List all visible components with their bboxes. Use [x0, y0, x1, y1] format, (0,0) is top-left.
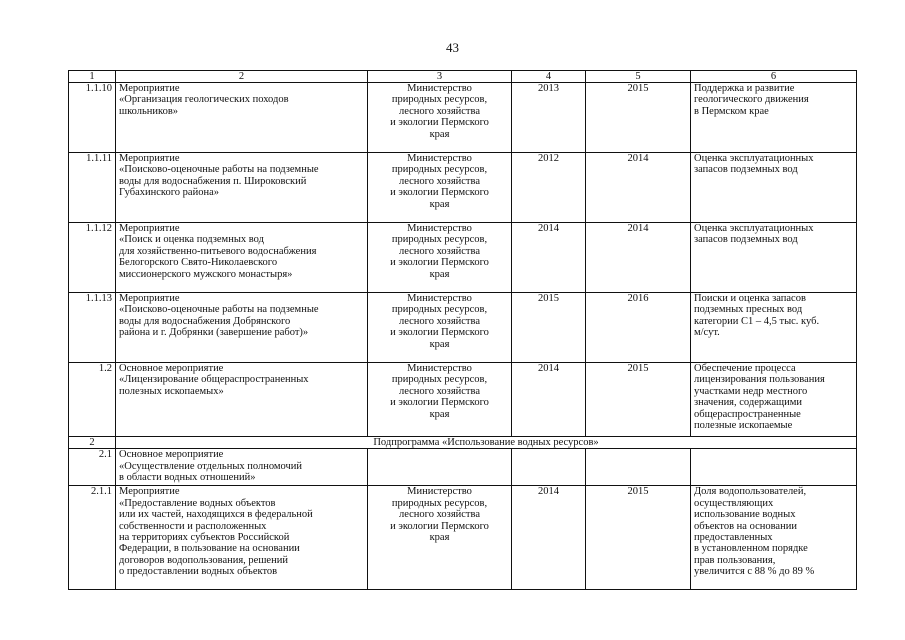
- end-year: 2014: [586, 223, 691, 293]
- expected-result-line: Доля водопользователей,: [694, 486, 807, 498]
- measure-name-line: в области водных отношений»: [119, 472, 256, 484]
- executor-line: лесного хозяйства: [398, 245, 481, 257]
- table-row: [69, 83, 857, 153]
- expected-result-line: увеличится с 88 % до 89 %: [694, 566, 815, 578]
- executor-line: природных ресурсов,: [391, 234, 488, 246]
- header-row: [69, 71, 857, 83]
- start-year: 2012: [512, 153, 586, 223]
- measure-name-line: или их частей, находящихся в федеральной: [119, 509, 313, 521]
- executor-line: лесного хозяйства: [398, 105, 481, 117]
- table-row: [69, 293, 857, 363]
- expected-result-line: использование водных: [694, 509, 796, 521]
- expected-result-line: м/сут.: [694, 327, 720, 339]
- measure-name-line: полезных ископаемых»: [119, 385, 224, 397]
- row-number: 2.1: [69, 449, 116, 486]
- executor-line: края: [429, 268, 450, 280]
- measure-name-line: «Организация геологических походов: [119, 94, 289, 106]
- start-year: [512, 449, 586, 486]
- expected-result: [691, 449, 857, 486]
- measure-name: [116, 83, 368, 153]
- measure-name-line: школьников»: [119, 105, 179, 117]
- measure-name: [116, 363, 368, 437]
- start-year: 2015: [512, 293, 586, 363]
- column-header-1: 1: [69, 71, 116, 83]
- executor-line: природных ресурсов,: [391, 497, 488, 509]
- row-number: 1.1.12: [69, 223, 116, 293]
- expected-result-line: запасов подземных вод: [694, 234, 798, 246]
- executor-line: и экологии Пермского: [390, 257, 489, 269]
- expected-result: [691, 153, 857, 223]
- measure-name-line: собственности и расположенных: [119, 520, 267, 532]
- expected-result-line: прав пользования,: [694, 554, 776, 566]
- executor-line: и экологии Пермского: [390, 117, 489, 129]
- measure-name-line: Мероприятие: [119, 486, 180, 498]
- measure-name: [116, 223, 368, 293]
- row-number: 1.1.11: [69, 153, 116, 223]
- executor-line: лесного хозяйства: [398, 385, 481, 397]
- expected-result-line: значения, содержащими: [694, 397, 803, 409]
- measure-name-line: Мероприятие: [119, 293, 180, 304]
- measure-name-line: района и г. Добрянки (завершение работ)»: [119, 327, 309, 339]
- expected-result-line: в Пермском крае: [694, 105, 769, 117]
- expected-result-line: общераспространенные: [694, 408, 801, 420]
- measure-name-line: на территориях субъектов Российской: [119, 532, 290, 544]
- expected-result-line: Поиски и оценка запасов: [694, 293, 806, 304]
- table-row: [69, 449, 857, 486]
- table-row: [69, 153, 857, 223]
- expected-result-line: полезные ископаемые: [694, 420, 793, 432]
- end-year: 2015: [586, 363, 691, 437]
- end-year: [586, 449, 691, 486]
- column-header-3: 3: [368, 71, 512, 83]
- executor: [368, 293, 512, 363]
- executor: [368, 153, 512, 223]
- end-year: 2015: [586, 83, 691, 153]
- subprogram-number: 2: [69, 437, 116, 449]
- expected-result-line: Поддержка и развитие: [694, 83, 795, 94]
- start-year: 2014: [512, 486, 586, 590]
- expected-result: [691, 363, 857, 437]
- measure-name: [116, 293, 368, 363]
- executor: [368, 83, 512, 153]
- subprogram-row: [69, 437, 857, 449]
- executor-line: края: [429, 408, 450, 420]
- measure-name-line: воды для водоснабжения Добрянского: [119, 315, 291, 327]
- measure-name-line: Основное мероприятие: [119, 449, 224, 461]
- executor-line: Министерство: [407, 363, 472, 374]
- executor-line: края: [429, 198, 450, 210]
- executor-line: Министерство: [407, 83, 472, 94]
- end-year: 2014: [586, 153, 691, 223]
- executor-line: Министерство: [407, 293, 472, 304]
- measure-name-line: Основное мероприятие: [119, 363, 224, 374]
- measure-name-line: «Поиск и оценка подземных вод: [119, 234, 264, 246]
- subprogram-title: Подпрограмма «Использование водных ресурсов»: [116, 437, 857, 449]
- column-header-5: 5: [586, 71, 691, 83]
- measure-name-line: Федерации, в пользование на основании: [119, 543, 300, 555]
- table-row: [69, 363, 857, 437]
- executor-line: Министерство: [407, 486, 472, 498]
- expected-result-line: категории С1 – 4,5 тыс. куб.: [694, 315, 820, 327]
- executor: [368, 486, 512, 590]
- start-year: 2014: [512, 223, 586, 293]
- executor-line: и экологии Пермского: [390, 327, 489, 339]
- executor-line: лесного хозяйства: [398, 315, 481, 327]
- executor-line: края: [429, 338, 450, 350]
- expected-result: [691, 293, 857, 363]
- table-row: [69, 486, 857, 590]
- executor-line: лесного хозяйства: [398, 509, 481, 521]
- measure-name: [116, 449, 368, 486]
- measure-name-line: о предоставлении водных объектов: [119, 566, 278, 578]
- expected-result-line: осуществляющих: [694, 497, 774, 509]
- page-number: 43: [446, 40, 459, 55]
- column-header-2: 2: [116, 71, 368, 83]
- expected-result-line: Оценка эксплуатационных: [694, 153, 814, 164]
- expected-result-line: геологического движения: [694, 94, 809, 106]
- expected-result-line: лицензирования пользования: [694, 374, 825, 386]
- measure-name-line: «Предоставление водных объектов: [119, 497, 276, 509]
- column-header-4: 4: [512, 71, 586, 83]
- expected-result: [691, 83, 857, 153]
- expected-result-line: в установленном порядке: [694, 543, 808, 555]
- end-year: 2015: [586, 486, 691, 590]
- measure-name-line: договоров водопользования, решений: [119, 554, 288, 566]
- measure-name-line: «Лицензирование общераспространенных: [119, 374, 309, 386]
- expected-result: [691, 486, 857, 590]
- start-year: 2013: [512, 83, 586, 153]
- executor: [368, 363, 512, 437]
- table-row: [69, 223, 857, 293]
- executor-line: лесного хозяйства: [398, 175, 481, 187]
- start-year: 2014: [512, 363, 586, 437]
- measures-table: [68, 70, 857, 590]
- executor-line: природных ресурсов,: [391, 374, 488, 386]
- expected-result-line: подземных пресных вод: [694, 304, 803, 316]
- executor-line: природных ресурсов,: [391, 304, 488, 316]
- measure-name-line: Мероприятие: [119, 223, 180, 234]
- row-number: 2.1.1: [69, 486, 116, 590]
- expected-result: [691, 223, 857, 293]
- expected-result-line: Оценка эксплуатационных: [694, 223, 814, 234]
- measure-name-line: Губахинского района»: [119, 187, 219, 199]
- measure-name-line: для хозяйственно-питьевого водоснабжения: [119, 245, 317, 257]
- executor-line: и экологии Пермского: [390, 520, 489, 532]
- executor-line: Министерство: [407, 223, 472, 234]
- executor-line: природных ресурсов,: [391, 164, 488, 176]
- measure-name: [116, 486, 368, 590]
- expected-result-line: запасов подземных вод: [694, 164, 798, 176]
- executor-line: и экологии Пермского: [390, 397, 489, 409]
- end-year: 2016: [586, 293, 691, 363]
- measure-name: [116, 153, 368, 223]
- expected-result-line: объектов на основании: [694, 520, 797, 532]
- measure-name-line: «Поисково-оценочные работы на подземные: [119, 164, 319, 176]
- column-header-6: 6: [691, 71, 857, 83]
- row-number: 1.1.10: [69, 83, 116, 153]
- measure-name-line: Мероприятие: [119, 153, 180, 164]
- expected-result-line: Обеспечение процесса: [694, 363, 796, 374]
- executor-line: края: [429, 532, 450, 544]
- expected-result-line: предоставленных: [694, 532, 773, 544]
- measure-name-line: Мероприятие: [119, 83, 180, 94]
- executor-line: и экологии Пермского: [390, 187, 489, 199]
- measure-name-line: миссионерского мужского монастыря»: [119, 268, 293, 280]
- measure-name-line: «Осуществление отдельных полномочий: [119, 460, 303, 472]
- measure-name-line: «Поисково-оценочные работы на подземные: [119, 304, 319, 316]
- measures-table-body: [69, 71, 857, 590]
- executor-line: Министерство: [407, 153, 472, 164]
- executor-line: края: [429, 128, 450, 140]
- expected-result-line: участками недр местного: [694, 385, 808, 397]
- row-number: 1.2: [69, 363, 116, 437]
- executor: [368, 449, 512, 486]
- row-number: 1.1.13: [69, 293, 116, 363]
- measure-name-line: воды для водоснабжения п. Широковский: [119, 175, 307, 187]
- executor-line: природных ресурсов,: [391, 94, 488, 106]
- measure-name-line: Белогорского Свято-Николаевского: [119, 257, 278, 269]
- executor: [368, 223, 512, 293]
